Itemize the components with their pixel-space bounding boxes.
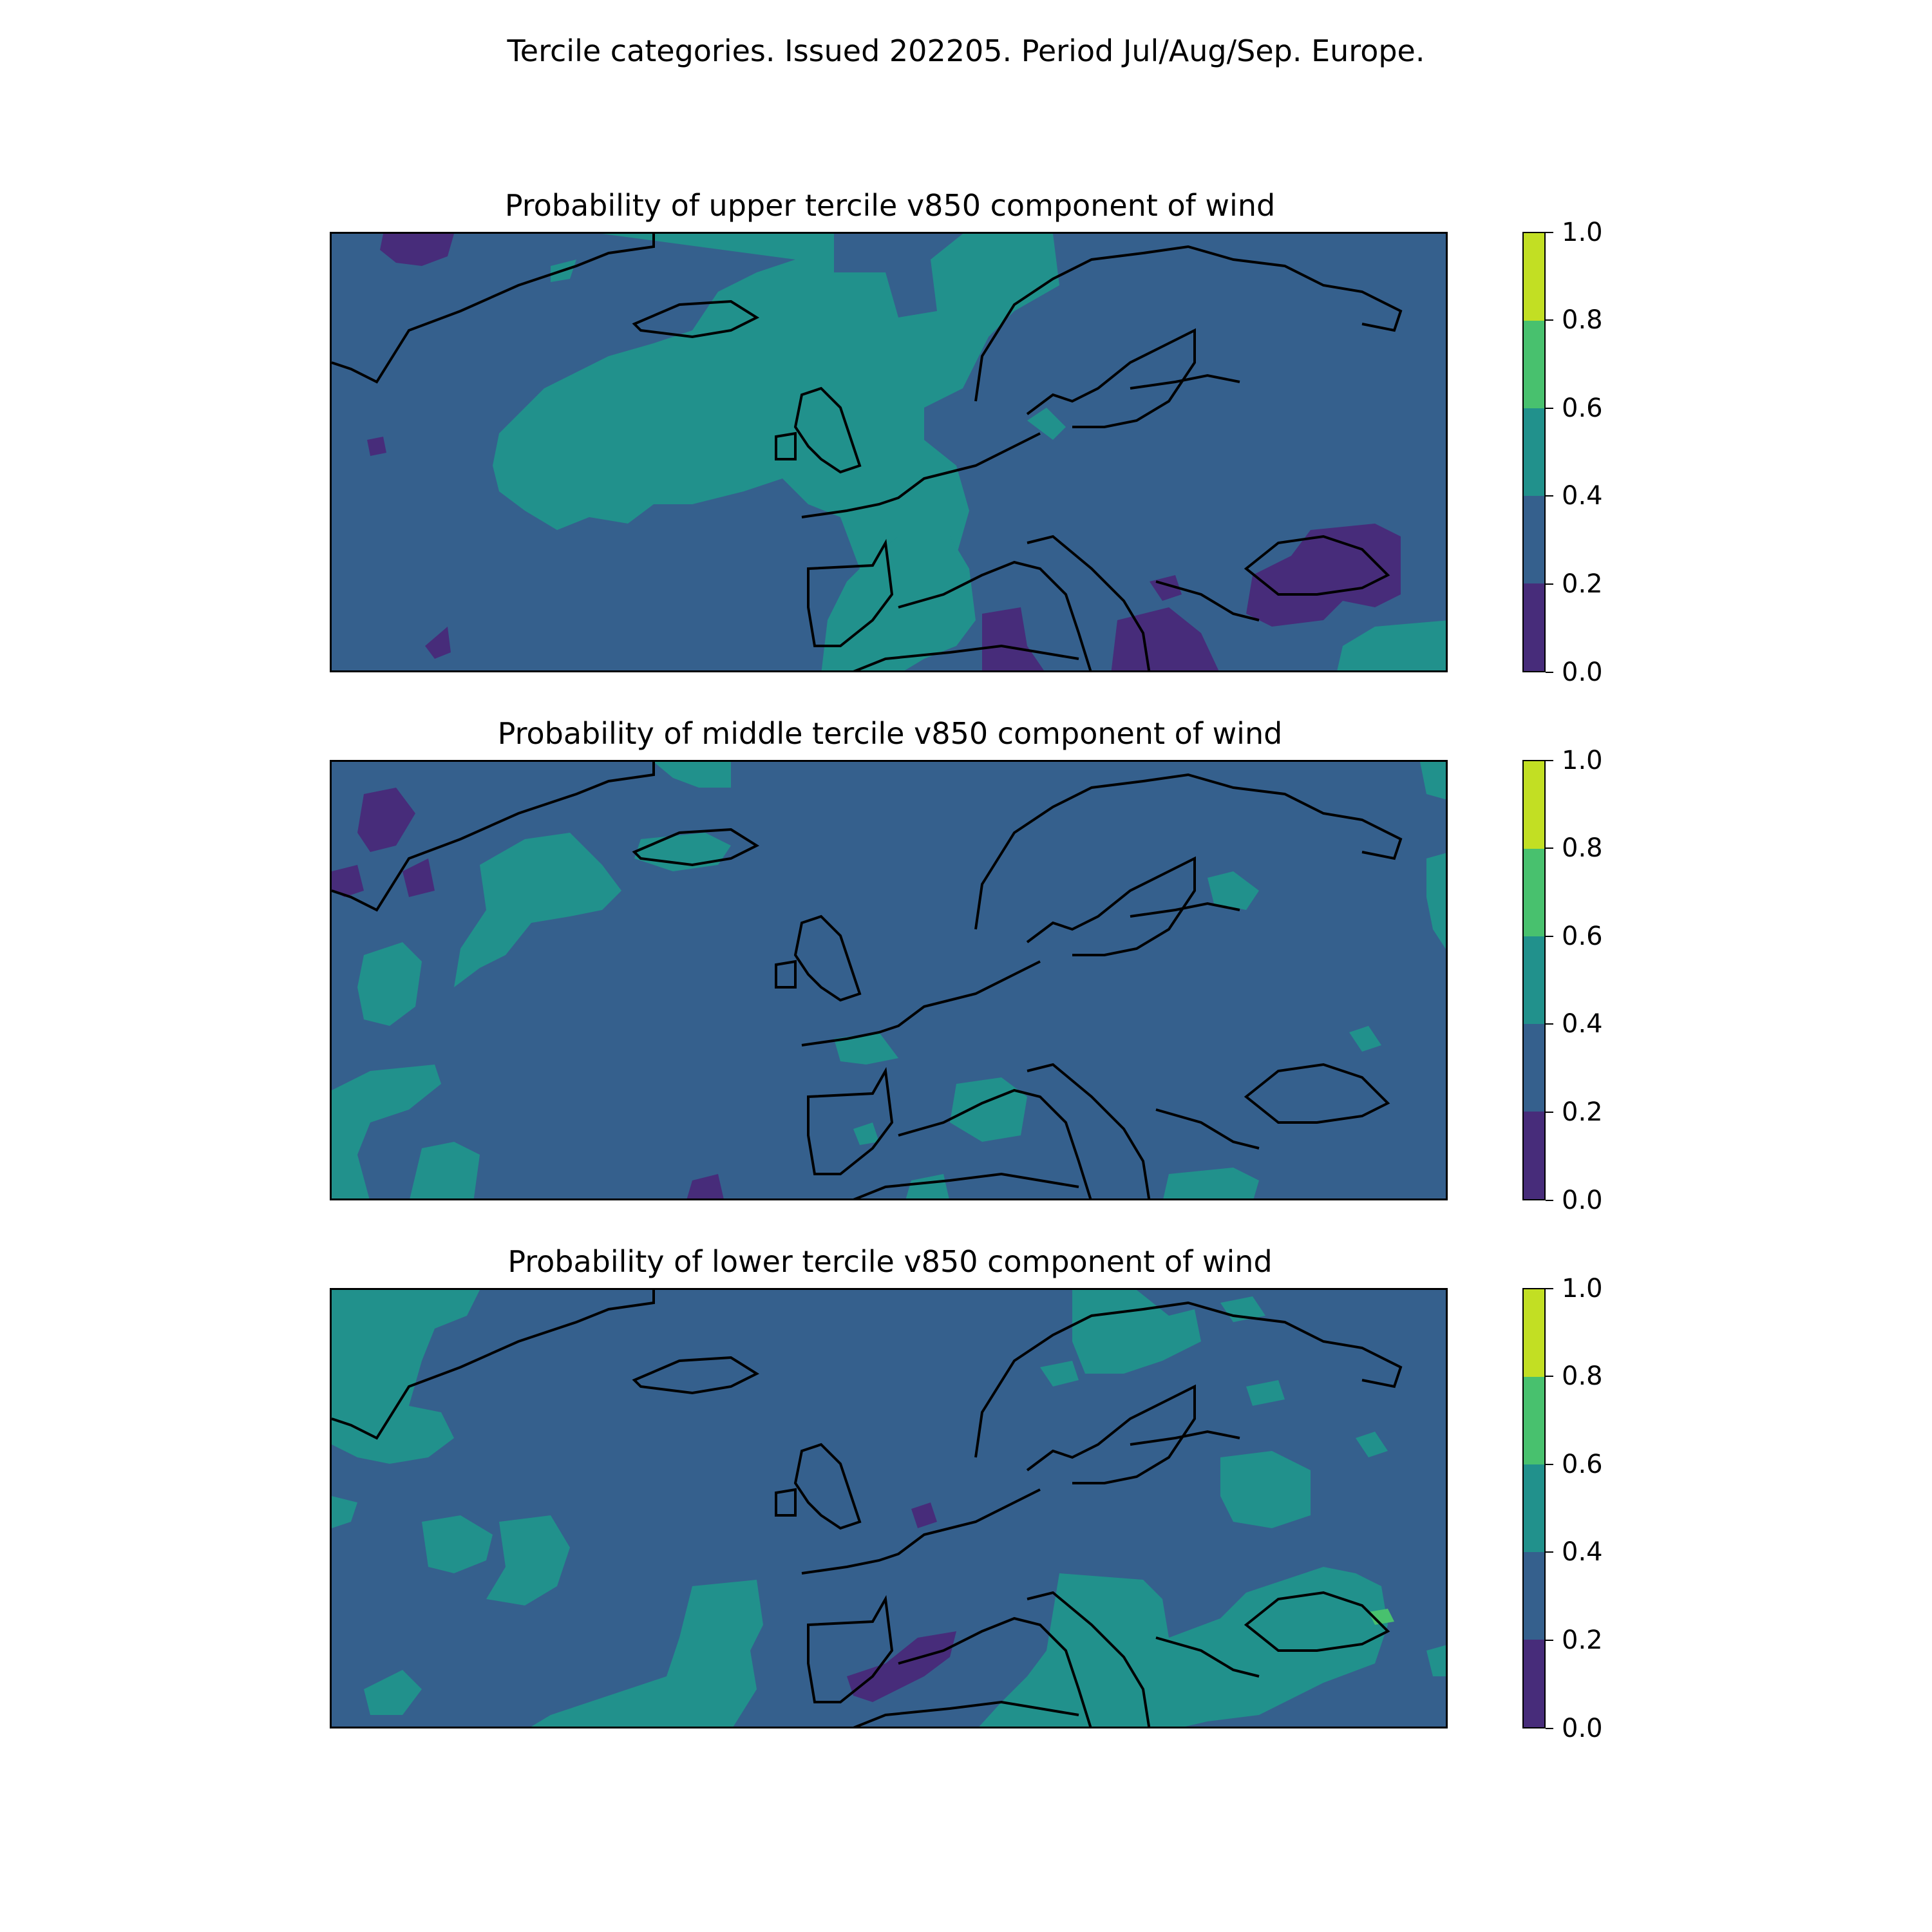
colorbar-band-0.0-0.2 — [1524, 583, 1544, 671]
map-canvas — [332, 762, 1448, 1200]
colorbar-tick-label: 0.2 — [1562, 1625, 1603, 1655]
colorbar-tick-label: 0.8 — [1562, 833, 1603, 863]
colorbar-band-0.8-1.0 — [1524, 233, 1544, 321]
colorbar-tick-label: 0.6 — [1562, 393, 1603, 423]
colorbar-tick-label: 0.4 — [1562, 1009, 1603, 1039]
map-plot — [330, 232, 1448, 672]
colorbar-tick-label: 0.8 — [1562, 1361, 1603, 1391]
colorbar-tick-label: 0.4 — [1562, 1537, 1603, 1567]
colorbar-tick-label: 0.4 — [1562, 481, 1603, 511]
colorbar — [1522, 1288, 1546, 1728]
figure-suptitle: Tercile categories. Issued 202205. Period Jul/Aug/Sep. Europe. — [507, 33, 1425, 68]
colorbar-tick-label: 0.2 — [1562, 569, 1603, 599]
colorbar-tick-label: 0.8 — [1562, 305, 1603, 335]
base-probability-field — [332, 762, 1448, 1200]
colorbar-tick-label: 0.6 — [1562, 1450, 1603, 1479]
colorbar-tick-label: 1.0 — [1562, 218, 1603, 247]
panel-title: Probability of upper tercile v850 component of wind — [504, 188, 1276, 223]
panel-title: Probability of middle tercile v850 component of wind — [497, 716, 1283, 751]
colorbar-tick-label: 1.0 — [1562, 746, 1603, 775]
panel-title: Probability of lower tercile v850 component of wind — [507, 1244, 1273, 1279]
colorbar-tick-label: 0.0 — [1562, 658, 1603, 687]
colorbar-band-0.4-0.6 — [1524, 408, 1544, 496]
colorbar-tick-label: 1.0 — [1562, 1274, 1603, 1303]
colorbar-band-0.2-0.4 — [1524, 496, 1544, 583]
colorbar — [1522, 760, 1546, 1200]
map-plot — [330, 1288, 1448, 1728]
colorbar — [1522, 232, 1546, 672]
colorbar-tick-label: 0.0 — [1562, 1714, 1603, 1743]
colorbar-tick-label: 0.6 — [1562, 922, 1603, 951]
colorbar-band-0.6-0.8 — [1524, 321, 1544, 408]
colorbar-tick-label: 0.2 — [1562, 1097, 1603, 1127]
map-plot — [330, 760, 1448, 1200]
map-canvas — [332, 1290, 1448, 1728]
map-canvas — [332, 234, 1448, 672]
colorbar-tick-label: 0.0 — [1562, 1186, 1603, 1215]
